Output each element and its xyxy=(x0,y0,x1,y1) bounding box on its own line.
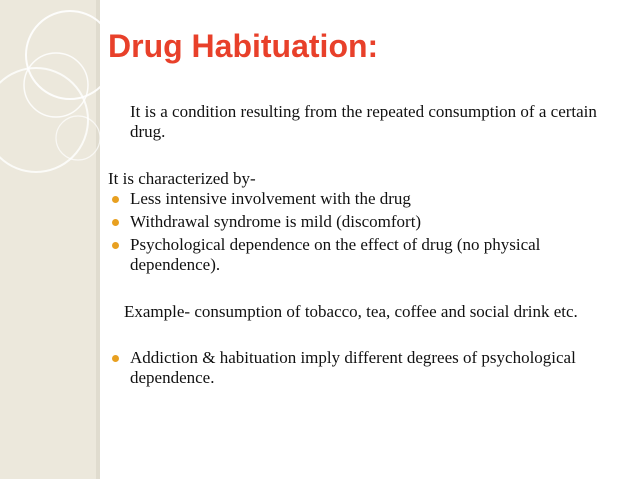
bullet-dot-icon xyxy=(112,196,119,203)
bullet-text: Less intensive involvement with the drug xyxy=(130,189,411,208)
intro-text: It is a condition resulting from the repeated consumption of a certain drug. xyxy=(130,102,597,141)
slide-body xyxy=(108,102,623,388)
bullet-item xyxy=(108,235,623,275)
bullet-text: Psychological dependence on the effect of drug (no physical dependence). xyxy=(130,235,541,274)
example-text: Example- consumption of tobacco, tea, coffee and social drink etc. xyxy=(124,302,578,321)
bullet-text: Addiction & habituation imply different degrees of psychological dependence. xyxy=(130,348,576,387)
characterized-heading: It is characterized by- xyxy=(108,169,256,188)
bullet-item xyxy=(108,348,623,388)
bullet-item xyxy=(108,212,623,232)
bullet-dot-icon xyxy=(112,219,119,226)
bullet-dot-icon xyxy=(112,242,119,249)
bullet-dot-icon xyxy=(112,355,119,362)
bullet-item xyxy=(108,189,623,209)
bullet-text: Withdrawal syndrome is mild (discomfort) xyxy=(130,212,422,231)
slide-title: Drug Habituation: xyxy=(108,28,379,64)
decorative-circles xyxy=(0,0,100,479)
